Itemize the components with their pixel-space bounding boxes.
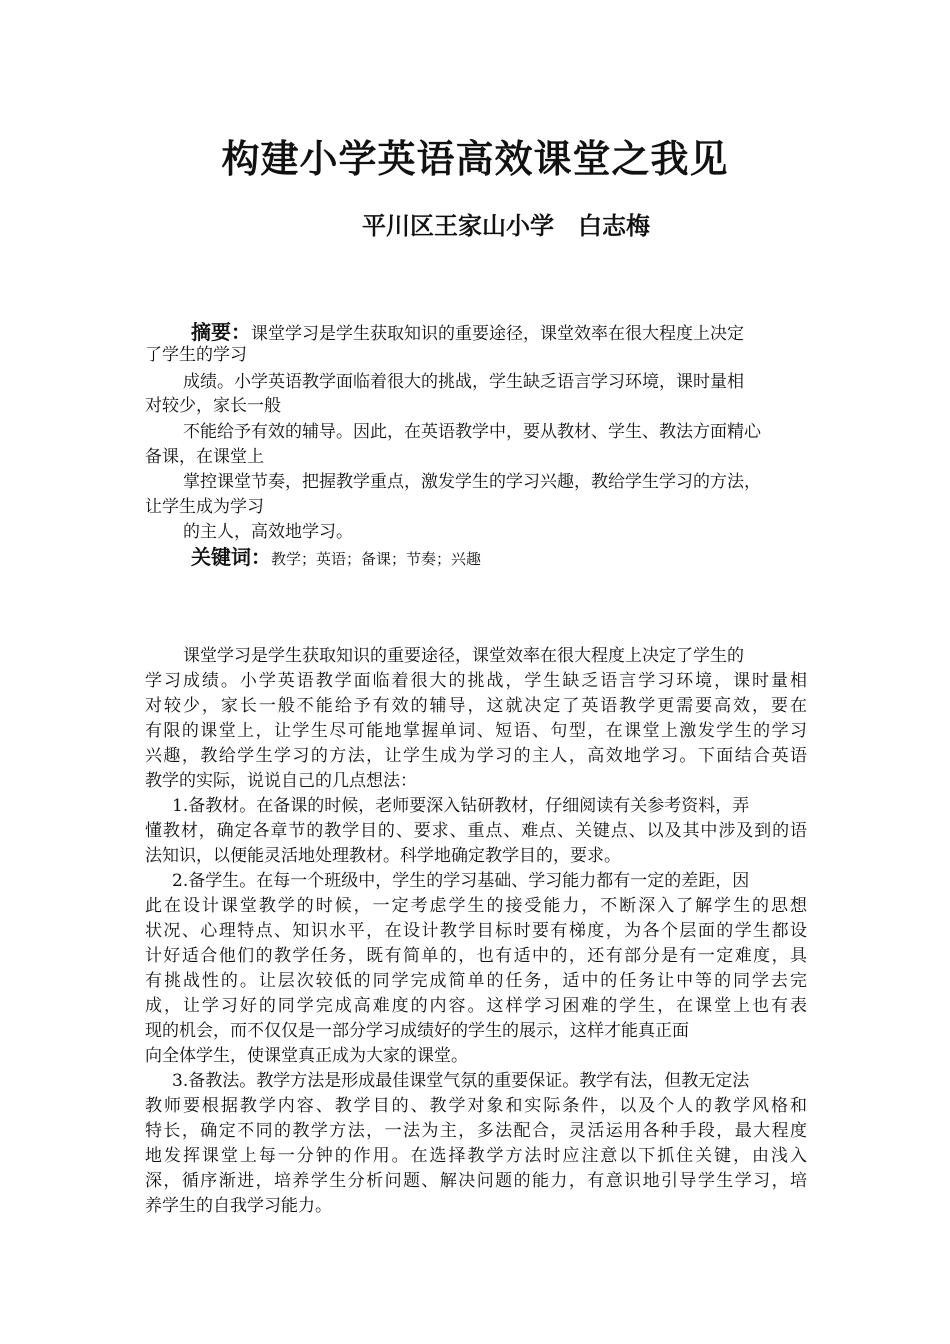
body-line: 1.备教材。在备课的时候，老师要深入钻研教材，仔细阅读有关参考资料，弄 (172, 796, 750, 816)
body-line: 法知识，以便能灵活地处理教材。科学地确定教学目的，要求。 (145, 846, 621, 866)
abstract-line: 的主人，高效地学习。 (183, 522, 353, 542)
document-title: 构建小学英语高效课堂之我见 (221, 137, 729, 181)
body-line: 兴趣，教给学生学习的方法，让学生成为学习的主人，高效地学习。下面结合英语 (145, 746, 807, 766)
body-line: 懂教材，确定各章节的教学目的、要求、重点、难点、关键点、以及其中涉及到的语 (145, 821, 807, 841)
abstract-line: 掌控课堂节奏，把握教学重点，激发学生的学习兴趣，教给学生学习的方法， (183, 472, 761, 492)
abstract-label: 摘要： (191, 320, 251, 344)
body-line: 成，让学习好的同学完成高难度的内容。这样学习困难的学生，在课堂上也有表 (145, 996, 807, 1016)
body-line: 地发挥课堂上每一分钟的作用。在选择教学方法时应注意以下抓住关键，由浅入 (145, 1146, 807, 1166)
body-line: 学习成绩。小学英语教学面临着很大的挑战，学生缺乏语言学习环境，课时量相 (145, 671, 807, 691)
abstract-text: 课堂学习是学生获取知识的重要途径，课堂效率在很大程度上决定 (251, 324, 744, 344)
author-line: 平川区王家山小学 白志梅 (362, 212, 650, 240)
abstract-line: 对较少，家长一般 (145, 396, 281, 416)
body-line: 现的机会，而不仅仅是一部分学习成绩好的学生的展示，这样才能真正面 (145, 1021, 689, 1041)
body-line: 计好适合他们的教学任务，既有简单的，也有适中的，还有部分是有一定难度，具 (145, 946, 807, 966)
keywords-line (191, 545, 481, 572)
abstract-line: 成绩。小学英语教学面临着很大的挑战，学生缺乏语言学习环境，课时量相 (183, 372, 744, 392)
abstract-line: 不能给予有效的辅导。因此，在英语教学中，要从教材、学生、教法方面精心 (183, 422, 761, 442)
body-line: 3.备教法。教学方法是形成最佳课堂气氛的重要保证。教学有法，但教无定法 (172, 1071, 750, 1091)
body-line: 向全体学生，使课堂真正成为大家的课堂。 (145, 1046, 468, 1066)
abstract-line: 了学生的学习 (145, 345, 247, 365)
body-line: 2.备学生。在每一个班级中，学生的学习基础、学习能力都有一定的差距，因 (172, 871, 750, 891)
body-line: 教师要根据教学内容、教学目的、教学对象和实际条件，以及个人的教学风格和 (145, 1096, 807, 1116)
body-line: 有挑战性的。让层次较低的同学完成简单的任务，适中的任务让中等的同学去完 (145, 971, 807, 991)
body-line: 教学的实际，说说自己的几点想法： (145, 771, 417, 791)
abstract-line (191, 320, 744, 347)
body-line: 养学生的自我学习能力。 (145, 1196, 332, 1216)
body-line: 特长，确定不同的教学方法，一法为主，多法配合，灵活运用各种手段，最大程度 (145, 1121, 807, 1141)
abstract-line: 备课，在课堂上 (145, 447, 264, 467)
keywords-text: 教学；英语；备课；节奏；兴趣 (271, 550, 482, 568)
abstract-line: 让学生成为学习 (145, 497, 264, 517)
body-line: 此在设计课堂教学的时候，一定考虑学生的接受能力，不断深入了解学生的思想 (145, 896, 807, 916)
body-line: 有限的课堂上，让学生尽可能地掌握单词、短语、句型，在课堂上激发学生的学习 (145, 721, 807, 741)
keywords-label: 关键词： (191, 545, 271, 569)
body-line: 状况、心理特点、知识水平，在设计教学目标时要有梯度，为各个层面的学生都设 (145, 921, 807, 941)
body-line: 课堂学习是学生获取知识的重要途径，课堂效率在很大程度上决定了学生的 (183, 646, 744, 666)
body-line: 对较少，家长一般不能给予有效的辅导，这就决定了英语教学更需要高效，要在 (145, 696, 807, 716)
body-line: 深，循序渐进，培养学生分析问题、解决问题的能力，有意识地引导学生学习，培 (145, 1171, 807, 1191)
